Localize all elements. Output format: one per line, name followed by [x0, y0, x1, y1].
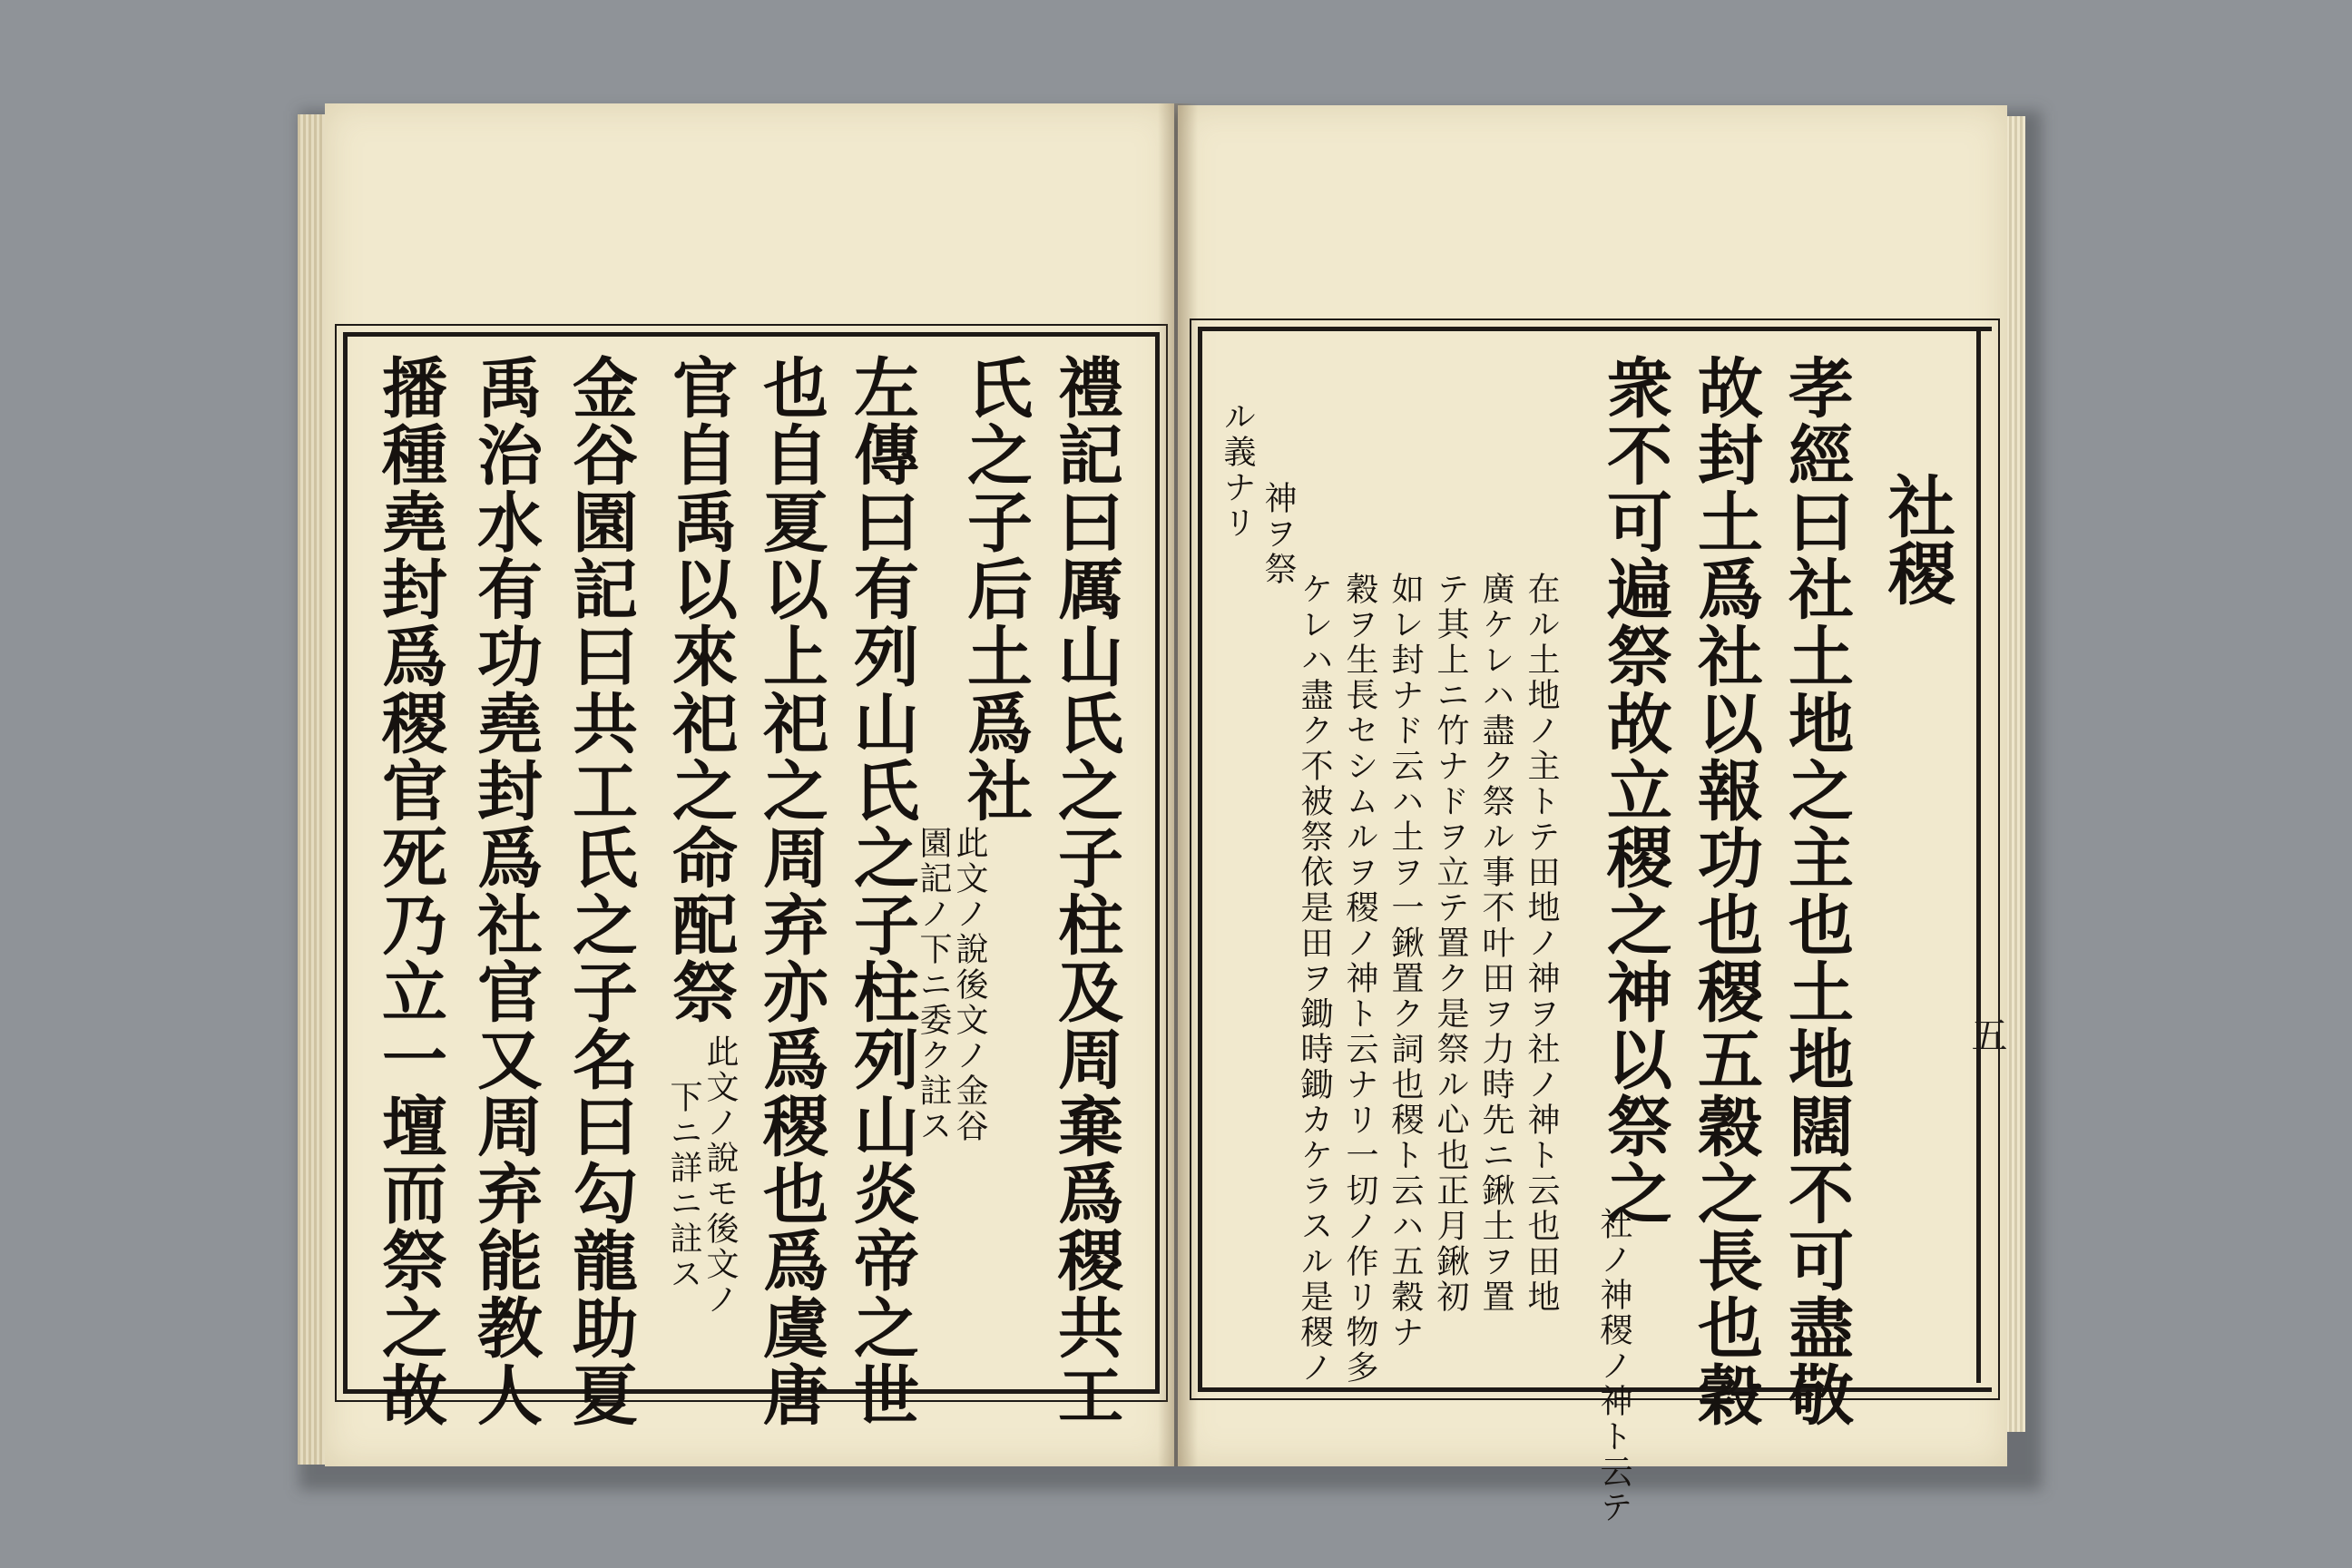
right-column-3: 衆不可遍祭故立稷之神以祭之: [1596, 354, 1673, 1227]
right-column-1: 孝經曰社土地之主也土地闊不可盡敬: [1778, 354, 1855, 1428]
left-note-3: 此文ノ說モ後文ノ: [701, 1034, 739, 1318]
right-note-3: 廣ケレハ盡ク祭ル事不叶田ヲ力時先ニ鍬土ヲ置: [1477, 572, 1514, 1315]
right-page-edge-rule: [1976, 327, 1981, 1383]
left-column-4: 也自夏以上祀之周弃亦爲稷也爲虞唐: [752, 354, 829, 1428]
left-column-1: 禮記曰厲山氏之子柱及周棄爲稷共工: [1047, 354, 1124, 1428]
book-gutter: [1158, 103, 1198, 1466]
left-column-7: 禹治水有功堯封爲社官又周弃能教人: [466, 354, 544, 1428]
page-number: 五: [1965, 1016, 2007, 1053]
left-column-5: 官自禹以來祀之命配祭: [662, 354, 739, 1025]
left-note-1: 此文ノ說後文ノ金谷: [951, 826, 988, 1144]
right-note-4: テ其上ニ竹ナドヲ立テ置ク是祭ル心也正月鍬初: [1432, 572, 1469, 1315]
left-page-frame: [343, 332, 1160, 1394]
right-note-1: 社ノ神稷ノ神ト云テ: [1595, 1207, 1632, 1525]
left-note-4: 下ニ詳ニ註ス: [665, 1080, 702, 1292]
left-note-2: 園記ノ下ニ委ク註ス: [915, 826, 952, 1144]
section-heading: 社稷: [1877, 472, 1955, 606]
left-column-3: 左傳曰有列山氏之子柱列山炎帝之世: [843, 354, 920, 1428]
right-note-6: 穀ヲ生長セシムルヲ稷ノ神ト云ナリ一切ノ作リ物多: [1341, 572, 1378, 1386]
left-column-8: 播種堯封爲稷官死乃立一壇而祭之故: [371, 354, 448, 1428]
right-note-5: 如レ封ナド云ハ土ヲ一鍬置ク詞也稷ト云ハ五穀ナ: [1387, 572, 1424, 1350]
right-note-8: 神ヲ祭: [1259, 481, 1297, 587]
right-note-7: ケレハ盡ク不被祭依是田ヲ鋤時鋤カケラスル是稷ノ: [1296, 572, 1333, 1386]
left-column-2: 氏之子后土爲社: [956, 354, 1034, 824]
right-column-2: 故封土爲社以報功也稷五穀之長也穀: [1687, 354, 1764, 1428]
right-note-9: ル義ナリ: [1219, 399, 1256, 541]
right-note-2: 在ル土地ノ主トテ田地ノ神ヲ社ノ神ト云也田地: [1523, 572, 1560, 1315]
left-column-6: 金谷園記曰共工氏之子名曰勾龍助夏: [562, 354, 639, 1428]
